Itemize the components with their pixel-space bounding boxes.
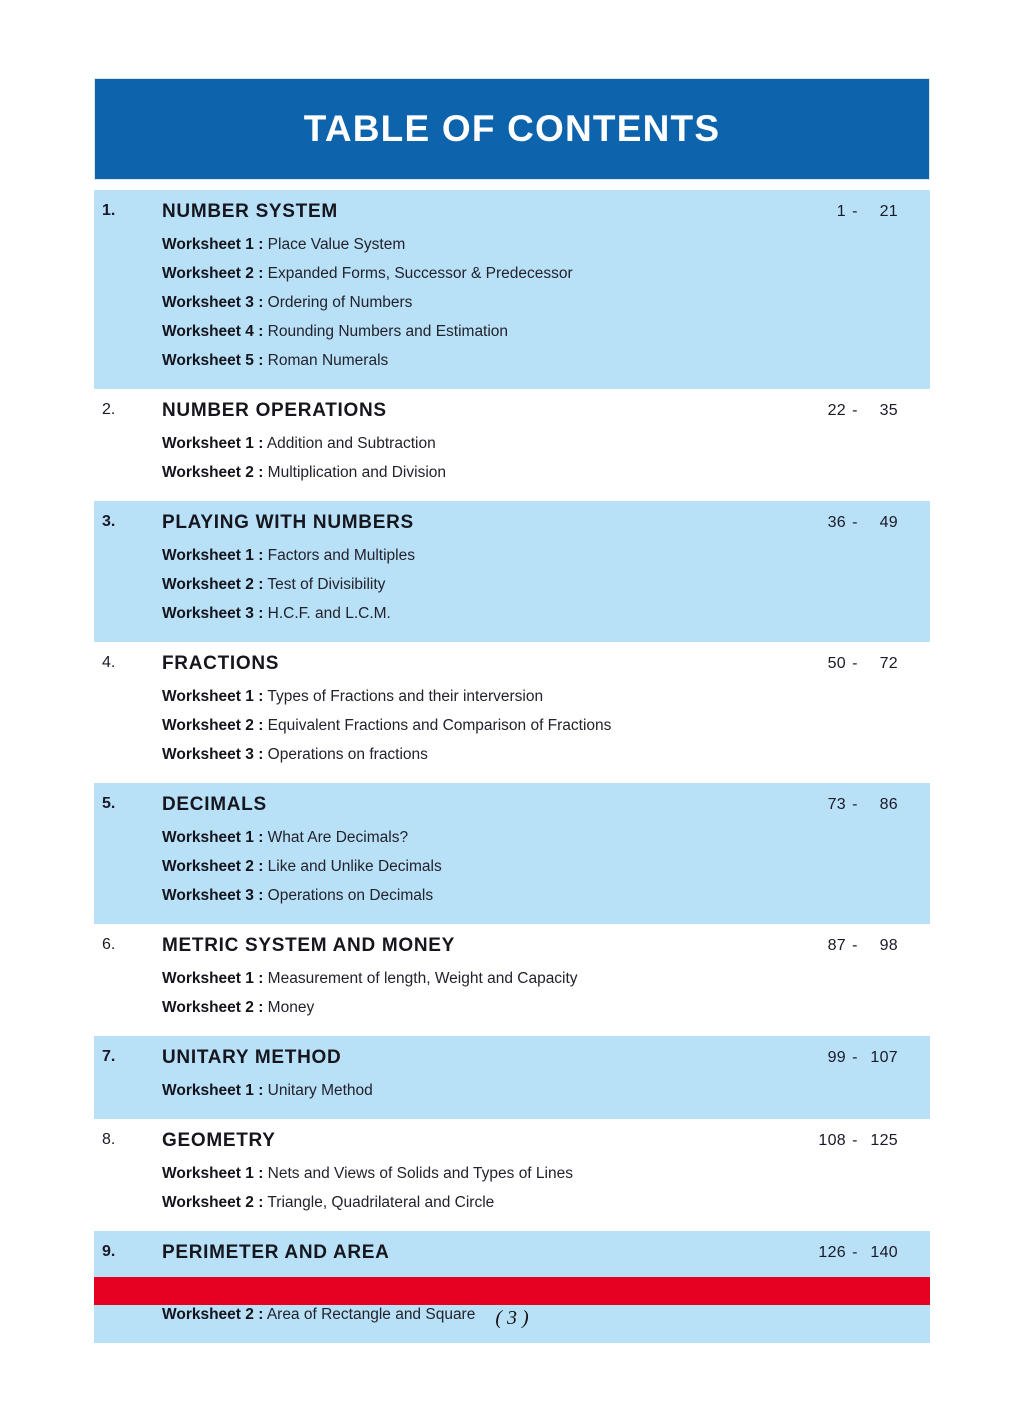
worksheet-description: Addition and Subtraction [266,435,436,452]
worksheet-label: Worksheet 3 : [162,605,264,622]
chapter-number: 4. [102,654,116,671]
worksheet-label: Worksheet 2 : [162,858,264,875]
chapter-page-range [814,655,898,673]
worksheet-line[interactable] [162,964,930,993]
chapter-list [94,190,930,1343]
worksheet-label: Worksheet 1 : [162,688,264,705]
worksheet-description: Money [267,999,315,1016]
worksheet-line[interactable] [162,1188,930,1217]
worksheet-description: Place Value System [267,236,406,253]
worksheet-line[interactable] [162,711,930,740]
chapter-title[interactable]: PLAYING WITH NUMBERS [162,512,414,533]
worksheet-description: Nets and Views of Solids and Types of Lines [267,1165,573,1182]
chapter-title[interactable]: FRACTIONS [162,653,280,674]
worksheet-description: Expanded Forms, Successor & Predecessor [267,265,573,282]
worksheet-description: Triangle, Quadrilateral and Circle [267,1194,495,1211]
worksheet-description: Operations on Decimals [267,887,434,904]
page-range-start: 73 [827,796,846,813]
worksheet-line[interactable] [162,429,930,458]
worksheet-line[interactable] [162,1159,930,1188]
worksheet-description: Multiplication and Division [267,464,447,481]
chapter-header [94,1048,930,1076]
worksheet-line[interactable] [162,852,930,881]
worksheet-label: Worksheet 2 : [162,464,264,481]
worksheet-description: Measurement of length, Weight and Capacity [267,970,578,987]
chapter-page-range [814,402,898,420]
worksheet-label: Worksheet 5 : [162,352,264,369]
chapter-title[interactable]: DECIMALS [162,794,267,815]
worksheet-line[interactable] [162,317,930,346]
chapter-number: 7. [102,1048,116,1065]
chapter-page-range [814,1244,898,1262]
page-range-dash: - [852,514,858,531]
worksheet-line[interactable] [162,288,930,317]
chapter-header [94,1131,930,1159]
page-range-start: 36 [827,514,846,531]
worksheet-label: Worksheet 2 : [162,576,264,593]
chapter-number: 9. [102,1243,116,1260]
worksheet-label: Worksheet 2 : [162,717,264,734]
worksheet-line[interactable] [162,682,930,711]
chapter-number: 3. [102,513,116,530]
worksheet-description: Types of Fractions and their interversion [267,688,544,705]
worksheet-label: Worksheet 1 : [162,435,264,452]
worksheet-line[interactable] [162,993,930,1022]
page-range-dash: - [852,937,858,954]
chapter-header [94,654,930,682]
chapter-header [94,401,930,429]
page-range-dash: - [852,203,858,220]
chapter-title[interactable]: NUMBER OPERATIONS [162,400,387,421]
worksheet-description: Operations on fractions [267,746,428,763]
worksheet-description: Rounding Numbers and Estimation [267,323,509,340]
worksheet-label: Worksheet 2 : [162,999,264,1016]
chapter-row[interactable] [94,783,930,924]
chapter-number: 8. [102,1131,116,1148]
page-range-end: 49 [879,514,898,531]
worksheet-line[interactable] [162,458,930,487]
page-range-start: 99 [827,1049,846,1066]
chapter-number: 5. [102,795,116,812]
chapter-title[interactable]: PERIMETER AND AREA [162,1242,390,1263]
worksheet-label: Worksheet 2 : [162,265,264,282]
worksheet-description: Equivalent Fractions and Comparison of Fractions [267,717,612,734]
worksheet-label: Worksheet 3 : [162,746,264,763]
worksheet-description: Test of Divisibility [267,576,386,593]
worksheet-description: Unitary Method [267,1082,373,1099]
page-range-end: 140 [870,1244,898,1261]
worksheet-line[interactable] [162,570,930,599]
worksheet-label: Worksheet 2 : [162,1306,264,1323]
worksheet-line[interactable] [162,881,930,910]
chapter-number: 1. [102,202,116,219]
worksheet-line[interactable] [162,823,930,852]
page-range-end: 72 [879,655,898,672]
page-range-end: 21 [879,203,898,220]
chapter-page-range [814,796,898,814]
page-range-end: 98 [879,937,898,954]
chapter-page-range [814,514,898,532]
table-of-contents-banner [94,78,930,180]
worksheet-label: Worksheet 1 : [162,547,264,564]
page-title: TABLE OF CONTENTS [303,108,721,149]
page-range-dash: - [852,1244,858,1261]
chapter-row[interactable] [94,190,930,389]
chapter-page-range [814,1049,898,1067]
worksheet-label: Worksheet 2 : [162,1194,264,1211]
chapter-row[interactable] [94,1119,930,1231]
worksheet-description: Ordering of Numbers [267,294,413,311]
page-range-start: 50 [827,655,846,672]
chapter-page-range [814,203,898,221]
page-range-start: 22 [827,402,846,419]
chapter-number: 2. [102,401,116,418]
page-range-dash: - [852,655,858,672]
page-range-end: 107 [870,1049,898,1066]
chapter-title[interactable]: UNITARY METHOD [162,1047,342,1068]
worksheet-description: Area of Rectangle and Square [266,1306,476,1323]
chapter-row[interactable] [94,642,930,783]
page-range-end: 35 [879,402,898,419]
worksheet-line[interactable] [162,740,930,769]
chapter-row[interactable] [94,389,930,501]
worksheet-label: Worksheet 1 : [162,1165,264,1182]
worksheet-label: Worksheet 1 : [162,1082,264,1099]
chapter-header [94,795,930,823]
chapter-header [94,513,930,541]
worksheet-label: Worksheet 3 : [162,294,264,311]
footer-red-bar [94,1277,930,1305]
chapter-title[interactable]: METRIC SYSTEM AND MONEY [162,935,456,956]
chapter-header [94,202,930,230]
page-range-end: 86 [879,796,898,813]
chapter-header [94,1243,930,1271]
worksheet-line[interactable] [162,541,930,570]
chapter-title[interactable]: GEOMETRY [162,1130,276,1151]
worksheet-line[interactable] [162,346,930,375]
page-range-dash: - [852,796,858,813]
page-range-start: 1 [836,203,846,220]
worksheet-label: Worksheet 1 : [162,236,264,253]
page-range-end: 125 [870,1132,898,1149]
page-range-start: 126 [818,1244,846,1261]
page-range-dash: - [852,1132,858,1149]
chapter-page-range [814,1132,898,1150]
worksheet-description: Roman Numerals [267,352,389,369]
page-number: ( 3 ) [495,1307,529,1329]
chapter-header [94,936,930,964]
chapter-row[interactable] [94,501,930,642]
worksheet-description: Like and Unlike Decimals [267,858,442,875]
chapter-title[interactable]: NUMBER SYSTEM [162,201,338,222]
worksheet-line[interactable] [162,1076,930,1105]
chapter-row[interactable] [94,924,930,1036]
chapter-number: 6. [102,936,116,953]
worksheet-description: What Are Decimals? [267,829,409,846]
worksheet-label: Worksheet 3 : [162,887,264,904]
page-range-dash: - [852,402,858,419]
worksheet-line[interactable] [162,599,930,628]
worksheet-line[interactable] [162,259,930,288]
page-range-start: 87 [827,937,846,954]
worksheet-label: Worksheet 1 : [162,970,264,987]
worksheet-description: H.C.F. and L.C.M. [267,605,391,622]
chapter-row[interactable] [94,1036,930,1119]
worksheet-label: Worksheet 1 : [162,829,264,846]
page-range-dash: - [852,1049,858,1066]
page-range-start: 108 [818,1132,846,1149]
worksheet-description: Factors and Multiples [267,547,415,564]
worksheet-label: Worksheet 4 : [162,323,264,340]
chapter-page-range [814,937,898,955]
worksheet-line[interactable] [162,230,930,259]
